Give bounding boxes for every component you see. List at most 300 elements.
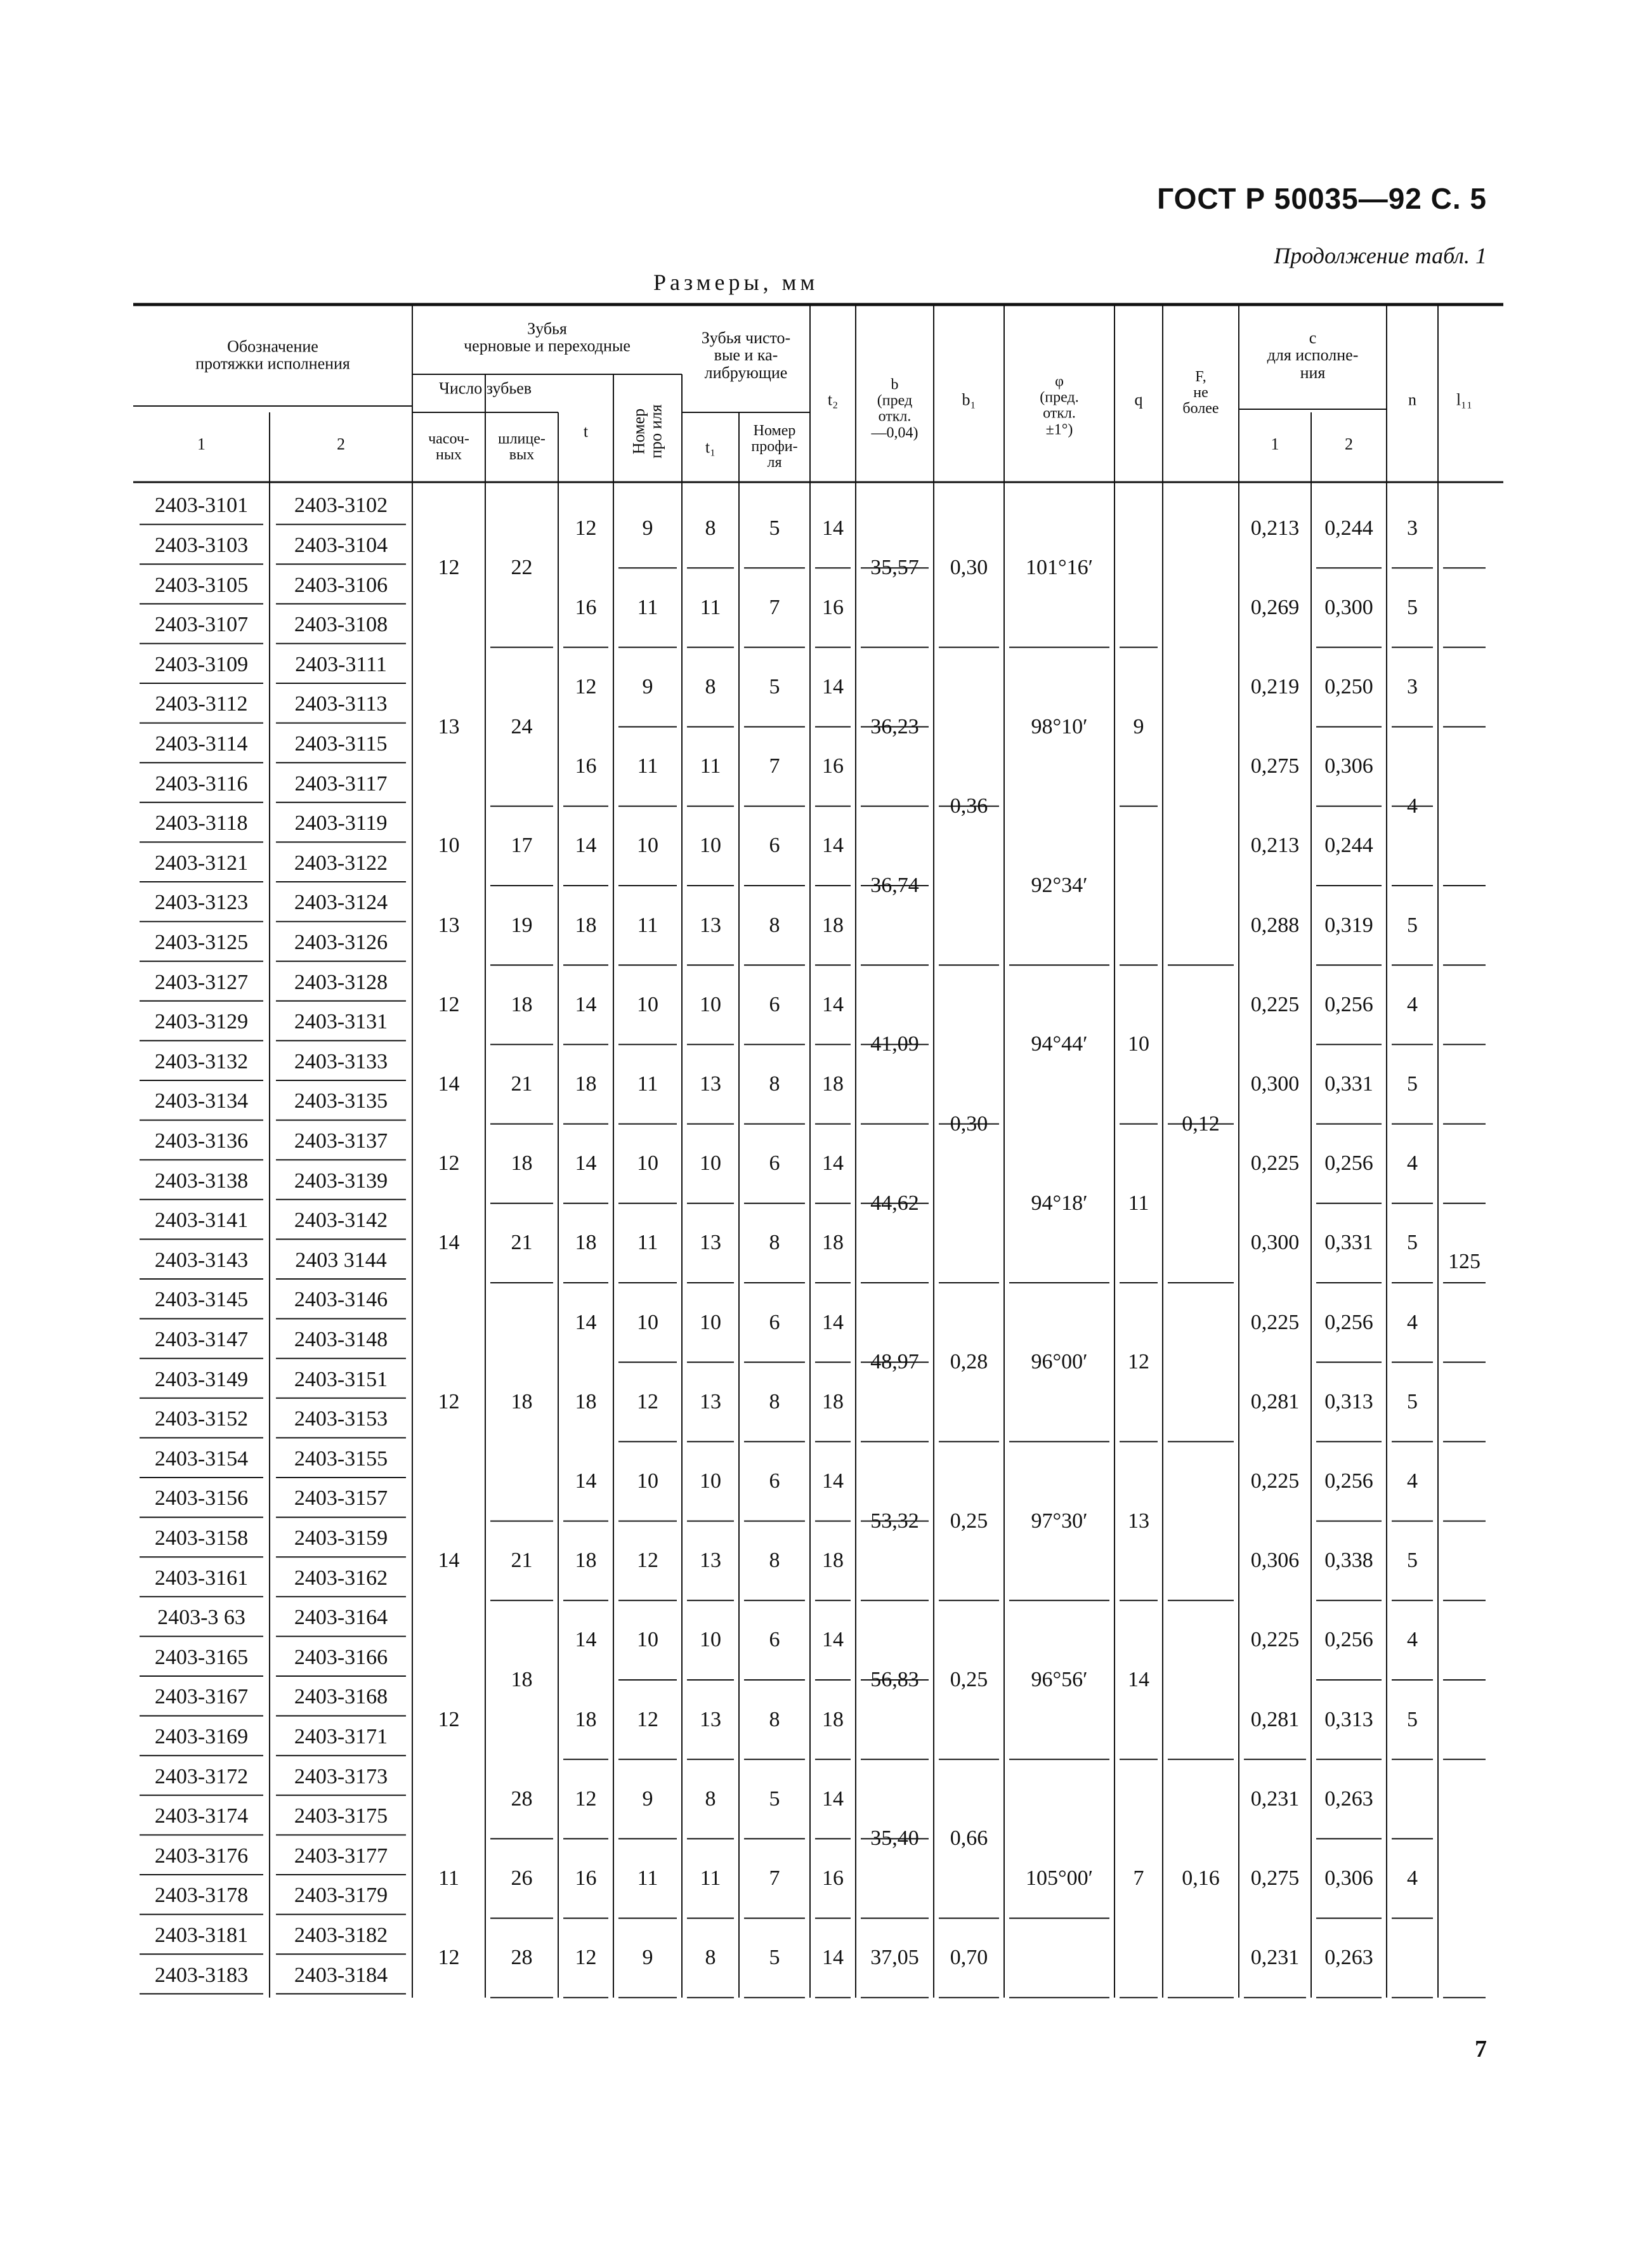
finish-teeth-value: 12: [637, 1389, 658, 1413]
header-c: с для исполне- ния: [1267, 329, 1359, 382]
c1-value: 0,231: [1250, 1946, 1300, 1970]
header-b: b (пред откл. —0,04): [871, 376, 918, 442]
finish-teeth-value: 14: [822, 1310, 844, 1334]
designation-2: 2403-3182: [294, 1924, 388, 1948]
b1-value: 0,30: [950, 1111, 988, 1136]
phi-value: 94°18′: [1031, 1191, 1088, 1215]
finish-teeth-value: 18: [822, 1707, 844, 1731]
finish-teeth-value: 14: [575, 1310, 597, 1334]
designation-1: 2403-3183: [154, 1963, 249, 1987]
finish-teeth-value: 10: [700, 1628, 721, 1652]
b1-value: 0,70: [950, 1946, 988, 1970]
c2-value: 0,256: [1324, 1310, 1373, 1334]
designation-2: 2403-3115: [294, 732, 388, 756]
finish-teeth-value: 10: [700, 1469, 721, 1493]
l-value: 125: [1448, 1250, 1480, 1274]
designation-1: 2403-3121: [154, 851, 249, 875]
n-value: 4: [1407, 1469, 1418, 1493]
finish-teeth-value: 18: [575, 1389, 597, 1413]
finish-teeth-value: 16: [822, 1866, 844, 1891]
c1-value: 0,306: [1250, 1549, 1300, 1573]
b-value: 53,32: [870, 1509, 919, 1533]
F-value: 0,12: [1182, 1111, 1220, 1136]
designation-2: 2403-3106: [294, 573, 388, 597]
finish-teeth-value: 14: [822, 1628, 844, 1652]
watch-teeth-value: 13: [438, 714, 460, 738]
designation-2: 2403-3179: [294, 1884, 388, 1908]
c2-value: 0,244: [1324, 834, 1373, 858]
finish-teeth-value: 14: [822, 992, 844, 1016]
finish-teeth-value: 18: [575, 1549, 597, 1573]
finish-teeth-value: 14: [822, 1786, 844, 1811]
continuation-label: Продолжение табл. 1: [1274, 243, 1487, 268]
header-teeth-count: Число зубьев: [438, 379, 532, 398]
designation-1: 2403-3165: [154, 1645, 249, 1669]
finish-teeth-value: 10: [700, 1310, 721, 1334]
c2-value: 0,331: [1324, 1072, 1373, 1096]
finish-teeth-value: 8: [769, 913, 780, 937]
header-finish-teeth: Зубья чисто- вые и ка- либрующие: [701, 329, 791, 382]
finish-teeth-value: 18: [822, 1549, 844, 1573]
designation-1: 2403-3178: [154, 1884, 249, 1908]
designation-2: 2403-3166: [294, 1645, 388, 1669]
c1-value: 0,213: [1250, 834, 1300, 858]
watch-teeth-value: 11: [438, 1866, 459, 1891]
c2-value: 0,244: [1324, 516, 1373, 540]
finish-teeth-value: 12: [575, 516, 597, 540]
c2-value: 0,256: [1324, 1469, 1373, 1493]
phi-value: 96°56′: [1031, 1668, 1088, 1692]
watch-teeth-value: 13: [438, 913, 460, 937]
finish-teeth-value: 14: [575, 992, 597, 1016]
q-value: 7: [1133, 1866, 1144, 1891]
finish-teeth-value: 6: [769, 1628, 780, 1652]
b-value: 36,74: [870, 874, 919, 898]
watch-teeth-value: 12: [438, 1946, 460, 1970]
designation-2: 2403-3157: [294, 1486, 388, 1511]
c2-value: 0,306: [1324, 1866, 1373, 1891]
designation-2: 2403-3159: [294, 1526, 388, 1550]
finish-teeth-value: 7: [769, 1866, 780, 1891]
designation-1: 2403-3174: [154, 1804, 249, 1828]
header-F: F, не более: [1182, 369, 1219, 417]
designation-2: 2403-3135: [294, 1089, 388, 1113]
c1-value: 0,219: [1250, 675, 1300, 699]
c2-value: 0,263: [1324, 1946, 1373, 1970]
b1-value: 0,66: [950, 1826, 988, 1851]
finish-teeth-value: 13: [700, 1707, 721, 1731]
c1-value: 0,281: [1250, 1707, 1300, 1731]
finish-teeth-value: 8: [705, 1786, 716, 1811]
phi-value: 96°00′: [1031, 1350, 1088, 1374]
designation-1: 2403-3103: [154, 534, 249, 558]
c2-value: 0,263: [1324, 1786, 1373, 1811]
n-value: 4: [1407, 1628, 1418, 1652]
designation-1: 2403-3107: [154, 613, 249, 637]
designation-1: 2403-3149: [154, 1367, 249, 1391]
designation-1: 2403-3152: [154, 1407, 249, 1431]
header-q: q: [1134, 390, 1143, 409]
c2-value: 0,256: [1324, 992, 1373, 1016]
c1-value: 0,231: [1250, 1786, 1300, 1811]
header-l: l₁₁: [1456, 390, 1473, 409]
spline-teeth-value: 26: [511, 1866, 533, 1891]
designation-1: 2403-3116: [155, 771, 248, 796]
designation-2: 2403-3122: [294, 851, 388, 875]
spline-teeth-value: 21: [511, 1072, 533, 1096]
finish-teeth-value: 10: [637, 834, 658, 858]
b-value: 44,62: [870, 1191, 919, 1215]
c1-value: 0,288: [1250, 913, 1300, 937]
designation-2: 2403-3119: [294, 811, 388, 836]
designation-1: 2403-3105: [154, 573, 249, 597]
watch-teeth-value: 12: [438, 1151, 460, 1176]
c1-value: 0,225: [1250, 1310, 1300, 1334]
q-value: 14: [1128, 1668, 1149, 1692]
c1-value: 0,300: [1250, 1231, 1300, 1255]
finish-teeth-value: 8: [769, 1707, 780, 1731]
finish-teeth-value: 12: [637, 1707, 658, 1731]
finish-teeth-value: 14: [822, 834, 844, 858]
designation-1: 2403-3101: [154, 494, 249, 518]
header-phi: φ (пред. откл. ±1°): [1040, 373, 1079, 438]
finish-teeth-value: 5: [769, 516, 780, 540]
finish-teeth-value: 18: [822, 1231, 844, 1255]
designation-1: 2403-3147: [154, 1328, 249, 1352]
finish-teeth-value: 10: [700, 1151, 721, 1176]
b1-value: 0,30: [950, 556, 988, 580]
finish-teeth-value: 10: [637, 992, 658, 1016]
spline-teeth-value: 28: [511, 1786, 533, 1811]
c2-value: 0,313: [1324, 1389, 1373, 1413]
q-value: 9: [1133, 714, 1144, 738]
designation-2: 2403-3175: [294, 1804, 388, 1828]
b-value: 48,97: [870, 1350, 919, 1374]
phi-value: 101°16′: [1025, 556, 1094, 580]
b1-value: 0,28: [950, 1350, 988, 1374]
n-value: 5: [1407, 913, 1418, 937]
b-value: 56,83: [870, 1668, 919, 1692]
header-b1: b₁: [962, 390, 976, 409]
phi-value: 97°30′: [1031, 1509, 1088, 1533]
document-header: ГОСТ Р 50035—92 С. 5: [1157, 182, 1487, 215]
c1-value: 0,225: [1250, 992, 1300, 1016]
c1-value: 0,225: [1250, 1628, 1300, 1652]
designation-1: 2403-3132: [154, 1049, 249, 1073]
n-value: 3: [1407, 675, 1418, 699]
b-value: 35,57: [870, 556, 919, 580]
finish-teeth-value: 8: [769, 1231, 780, 1255]
finish-teeth-value: 8: [769, 1072, 780, 1096]
phi-value: 105°00′: [1025, 1866, 1094, 1891]
spline-teeth-value: 21: [511, 1549, 533, 1573]
finish-teeth-value: 11: [637, 1231, 658, 1255]
phi-value: 92°34′: [1031, 874, 1088, 898]
c1-value: 0,275: [1250, 754, 1300, 778]
c2-value: 0,256: [1324, 1628, 1373, 1652]
finish-teeth-value: 9: [642, 1946, 653, 1970]
c1-value: 0,213: [1250, 516, 1300, 540]
spline-teeth-value: 18: [511, 992, 533, 1016]
spline-teeth-value: 21: [511, 1231, 533, 1255]
designation-2: 2403-3133: [294, 1049, 388, 1073]
designation-2: 2403-3173: [294, 1764, 388, 1788]
designation-2: 2403-3177: [294, 1844, 388, 1868]
finish-teeth-value: 14: [575, 1151, 597, 1176]
b-value: 41,09: [870, 1032, 919, 1056]
F-value: 0,16: [1182, 1866, 1220, 1891]
c2-value: 0,338: [1324, 1549, 1373, 1573]
finish-teeth-value: 16: [575, 1866, 597, 1891]
finish-teeth-value: 6: [769, 992, 780, 1016]
header-designation: Обозначение протяжки исполнения: [195, 337, 350, 373]
finish-teeth-value: 10: [700, 834, 721, 858]
spline-teeth-value: 28: [511, 1946, 533, 1970]
finish-teeth-value: 11: [637, 913, 658, 937]
n-value: 5: [1407, 1549, 1418, 1573]
designation-1: 2403-3136: [154, 1129, 249, 1153]
designation-2: 2403-3153: [294, 1407, 388, 1431]
header-t1: t₁: [705, 438, 716, 457]
header-t: t: [583, 422, 589, 441]
finish-teeth-value: 18: [575, 913, 597, 937]
header-c2: 2: [1345, 435, 1353, 454]
designation-2: 2403-3124: [294, 891, 388, 915]
finish-teeth-value: 10: [637, 1628, 658, 1652]
watch-teeth-value: 14: [438, 1231, 460, 1255]
designation-2: 2403-3108: [294, 613, 388, 637]
finish-teeth-value: 8: [705, 1946, 716, 1970]
n-value: 4: [1407, 1866, 1418, 1891]
finish-teeth-value: 11: [700, 1866, 721, 1891]
designation-2: 2403-3155: [294, 1446, 388, 1471]
designation-1: 2403-3161: [154, 1566, 249, 1590]
c1-value: 0,300: [1250, 1072, 1300, 1096]
finish-teeth-value: 11: [700, 754, 721, 778]
finish-teeth-value: 8: [769, 1389, 780, 1413]
designation-1: 2403-3138: [154, 1169, 249, 1193]
finish-teeth-value: 5: [769, 1786, 780, 1811]
c2-value: 0,313: [1324, 1707, 1373, 1731]
designation-2: 2403-3117: [294, 771, 388, 796]
finish-teeth-value: 7: [769, 754, 780, 778]
watch-teeth-value: 12: [438, 992, 460, 1016]
finish-teeth-value: 14: [822, 1946, 844, 1970]
finish-teeth-value: 10: [637, 1469, 658, 1493]
finish-teeth-value: 14: [575, 1469, 597, 1493]
finish-teeth-value: 12: [575, 1946, 597, 1970]
finish-teeth-value: 18: [575, 1707, 597, 1731]
designation-2: 2403-3171: [294, 1725, 388, 1749]
designation-1: 2403-3123: [154, 891, 249, 915]
finish-teeth-value: 7: [769, 595, 780, 619]
finish-teeth-value: 16: [575, 595, 597, 619]
designation-1: 2403-3156: [154, 1486, 249, 1511]
finish-teeth-value: 14: [575, 1628, 597, 1652]
designation-2: 2403-3104: [294, 534, 388, 558]
designation-1: 2403-3176: [154, 1844, 249, 1868]
phi-value: 98°10′: [1031, 714, 1088, 738]
designation-2: 2403-3113: [294, 692, 388, 716]
finish-teeth-value: 14: [822, 1151, 844, 1176]
designation-1: 2403-3109: [154, 652, 249, 676]
finish-teeth-value: 18: [822, 1072, 844, 1096]
n-value: 5: [1407, 1707, 1418, 1731]
c1-value: 0,281: [1250, 1389, 1300, 1413]
designation-2: 2403-3102: [294, 494, 388, 518]
finish-teeth-value: 10: [637, 1310, 658, 1334]
finish-teeth-value: 6: [769, 1310, 780, 1334]
designation-2: 2403-3164: [294, 1606, 388, 1630]
finish-teeth-value: 11: [637, 1866, 658, 1891]
spline-teeth-value: 19: [511, 913, 533, 937]
designation-1: 2403-3 63: [157, 1606, 245, 1630]
designation-2: 2403-3131: [294, 1010, 388, 1034]
designation-2: 2403-3142: [294, 1209, 388, 1233]
designation-1: 2403-3167: [154, 1685, 249, 1709]
b-value: 37,05: [870, 1946, 919, 1970]
c2-value: 0,331: [1324, 1231, 1373, 1255]
finish-teeth-value: 16: [575, 754, 597, 778]
n-value: 4: [1407, 1151, 1418, 1176]
finish-teeth-value: 13: [700, 1389, 721, 1413]
finish-teeth-value: 9: [642, 516, 653, 540]
n-value: 5: [1407, 1389, 1418, 1413]
c2-value: 0,319: [1324, 913, 1373, 937]
designation-2: 2403-3146: [294, 1288, 388, 1312]
finish-teeth-value: 14: [822, 516, 844, 540]
watch-teeth-value: 10: [438, 834, 460, 858]
finish-teeth-value: 18: [575, 1231, 597, 1255]
b-value: 36,23: [870, 714, 919, 738]
header-designation-1: 1: [197, 435, 206, 454]
finish-teeth-value: 8: [705, 516, 716, 540]
finish-teeth-value: 14: [822, 1469, 844, 1493]
finish-teeth-value: 6: [769, 834, 780, 858]
n-value: 4: [1407, 1310, 1418, 1334]
watch-teeth-value: 12: [438, 1389, 460, 1413]
designation-1: 2403-3134: [154, 1089, 249, 1113]
finish-teeth-value: 18: [822, 1389, 844, 1413]
spline-teeth-value: 24: [511, 714, 533, 738]
phi-value: 94°44′: [1031, 1032, 1088, 1056]
designation-2: 2403-3139: [294, 1169, 388, 1193]
finish-teeth-value: 18: [575, 1072, 597, 1096]
designation-2: 2403-3111: [295, 652, 387, 676]
watch-teeth-value: 12: [438, 1707, 460, 1731]
designation-1: 2403-3129: [154, 1010, 249, 1034]
designation-1: 2403-3145: [154, 1288, 249, 1312]
n-value: 4: [1407, 992, 1418, 1016]
finish-teeth-value: 8: [705, 675, 716, 699]
finish-teeth-value: 5: [769, 675, 780, 699]
finish-teeth-value: 18: [822, 913, 844, 937]
watch-teeth-value: 14: [438, 1072, 460, 1096]
b-value: 35,40: [870, 1826, 919, 1851]
finish-teeth-value: 13: [700, 1549, 721, 1573]
page-number: 7: [1475, 2036, 1487, 2062]
finish-teeth-value: 12: [637, 1549, 658, 1573]
finish-teeth-value: 9: [642, 1786, 653, 1811]
header-profile-number-2: Номер профи- ля: [751, 423, 798, 471]
spline-teeth-value: 18: [511, 1389, 533, 1413]
b1-value: 0,25: [950, 1668, 988, 1692]
c1-value: 0,225: [1250, 1151, 1300, 1176]
header-profile-number: Номер про иля: [629, 404, 665, 459]
header-watch-teeth: часоч- ных: [428, 430, 469, 463]
header-n: n: [1408, 390, 1416, 409]
finish-teeth-value: 6: [769, 1151, 780, 1176]
header-rough-teeth: Зубья черновые и переходные: [464, 319, 631, 355]
finish-teeth-value: 11: [637, 754, 658, 778]
designation-2: 2403-3137: [294, 1129, 388, 1153]
n-value: 5: [1407, 595, 1418, 619]
spline-teeth-value: 18: [511, 1151, 533, 1176]
designation-1: 2403-3181: [154, 1924, 249, 1948]
designation-1: 2403-3118: [155, 811, 248, 836]
n-value: 5: [1407, 1231, 1418, 1255]
designation-1: 2403-3114: [155, 732, 248, 756]
finish-teeth-value: 12: [575, 675, 597, 699]
finish-teeth-value: 9: [642, 675, 653, 699]
designation-1: 2403-3172: [154, 1764, 249, 1788]
c2-value: 0,306: [1324, 754, 1373, 778]
designation-2: 2403-3168: [294, 1685, 388, 1709]
finish-teeth-value: 13: [700, 1231, 721, 1255]
designation-2: 2403-3126: [294, 931, 388, 955]
c2-value: 0,300: [1324, 595, 1373, 619]
c1-value: 0,225: [1250, 1469, 1300, 1493]
finish-teeth-value: 10: [637, 1151, 658, 1176]
sizes-caption: Размеры, мм: [653, 270, 819, 295]
finish-teeth-value: 6: [769, 1469, 780, 1493]
finish-teeth-value: 13: [700, 1072, 721, 1096]
finish-teeth-value: 11: [700, 595, 721, 619]
watch-teeth-value: 14: [438, 1549, 460, 1573]
finish-teeth-value: 14: [822, 675, 844, 699]
designation-1: 2403-3125: [154, 931, 249, 955]
q-value: 12: [1128, 1350, 1149, 1374]
finish-teeth-value: 10: [700, 992, 721, 1016]
designation-2: 2403-3128: [294, 970, 388, 994]
designation-2: 2403-3184: [294, 1963, 388, 1987]
spline-teeth-value: 17: [511, 834, 533, 858]
finish-teeth-value: 11: [637, 1072, 658, 1096]
b1-value: 0,36: [950, 794, 988, 818]
finish-teeth-value: 12: [575, 1786, 597, 1811]
designation-2: 2403-3151: [294, 1367, 388, 1391]
watch-teeth-value: 12: [438, 556, 460, 580]
n-value: 5: [1407, 1072, 1418, 1096]
finish-teeth-value: 16: [822, 595, 844, 619]
finish-teeth-value: 8: [769, 1549, 780, 1573]
designation-1: 2403-3169: [154, 1725, 249, 1749]
designation-2: 2403 3144: [295, 1248, 387, 1272]
designation-1: 2403-3141: [154, 1209, 249, 1233]
c1-value: 0,269: [1250, 595, 1300, 619]
designation-2: 2403-3148: [294, 1328, 388, 1352]
c2-value: 0,250: [1324, 675, 1373, 699]
header-c1: 1: [1271, 435, 1279, 454]
finish-teeth-value: 5: [769, 1946, 780, 1970]
designation-1: 2403-3143: [154, 1248, 249, 1272]
q-value: 11: [1128, 1191, 1149, 1215]
spline-teeth-value: 18: [511, 1668, 533, 1692]
header-designation-2: 2: [337, 435, 345, 454]
c1-value: 0,275: [1250, 1866, 1300, 1891]
spline-teeth-value: 22: [511, 556, 533, 580]
designation-1: 2403-3112: [155, 692, 248, 716]
